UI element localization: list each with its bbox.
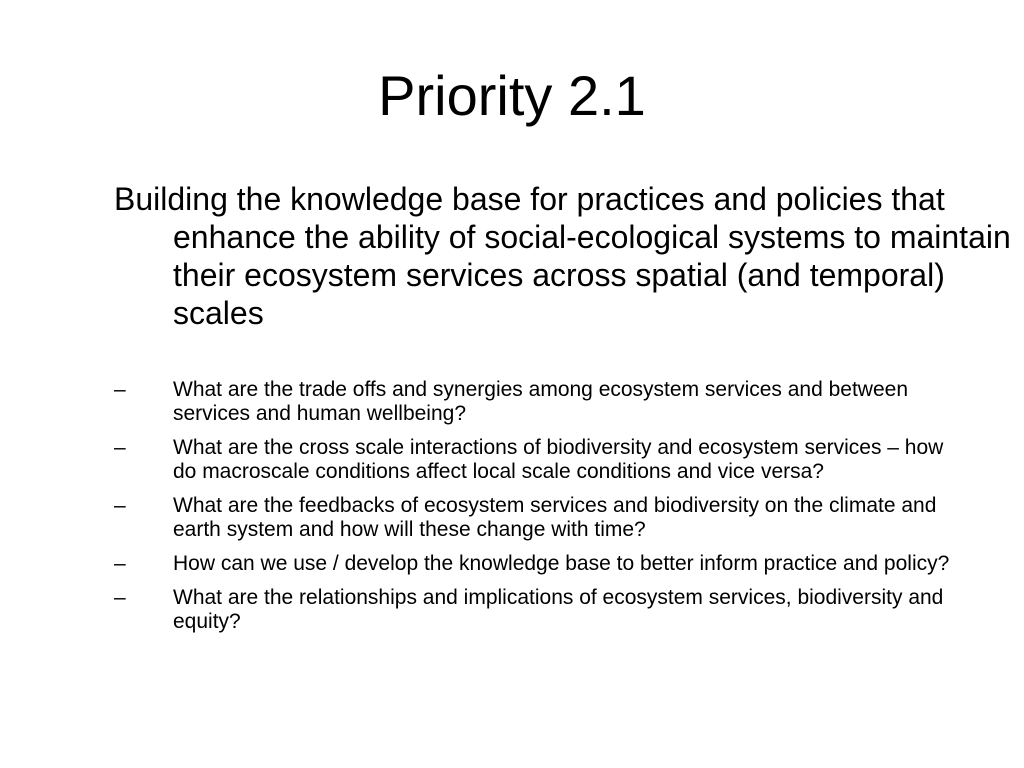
sub-point-text: What are the relationships and implications of ecosystem services, biodiversity and equity? [173, 586, 944, 633]
bullet-dash: – [114, 586, 126, 609]
bullet-dash: – [114, 436, 126, 459]
sub-point-text: What are the feedbacks of ecosystem services and biodiversity on the climate and earth system and how will these change with time? [173, 494, 937, 541]
bullet-dash: – [114, 494, 126, 517]
sub-point-item [114, 552, 964, 576]
sub-point-list [114, 378, 964, 644]
sub-point-item [114, 586, 964, 634]
sub-point-item [114, 436, 964, 484]
slide-title: Priority 2.1 [378, 64, 646, 127]
bullet-dash: – [114, 378, 126, 401]
sub-point-text: What are the cross scale interactions of biodiversity and ecosystem services – how do macroscale conditions affect local scale conditions and vice versa? [173, 436, 944, 483]
sub-point-item [114, 494, 964, 542]
bullet-dash: – [114, 552, 126, 575]
sub-point-item [114, 378, 964, 426]
sub-point-text: What are the trade offs and synergies among ecosystem services and between services and human wellbeing? [173, 378, 909, 425]
main-point: Building the knowledge base for practices and policies that enhance the ability of social-ecological systems to maintain their ecosystem services across spatial (and temporal) scales [114, 181, 1011, 331]
sub-point-text: How can we use / develop the knowledge base to better inform practice and policy? [173, 552, 950, 575]
